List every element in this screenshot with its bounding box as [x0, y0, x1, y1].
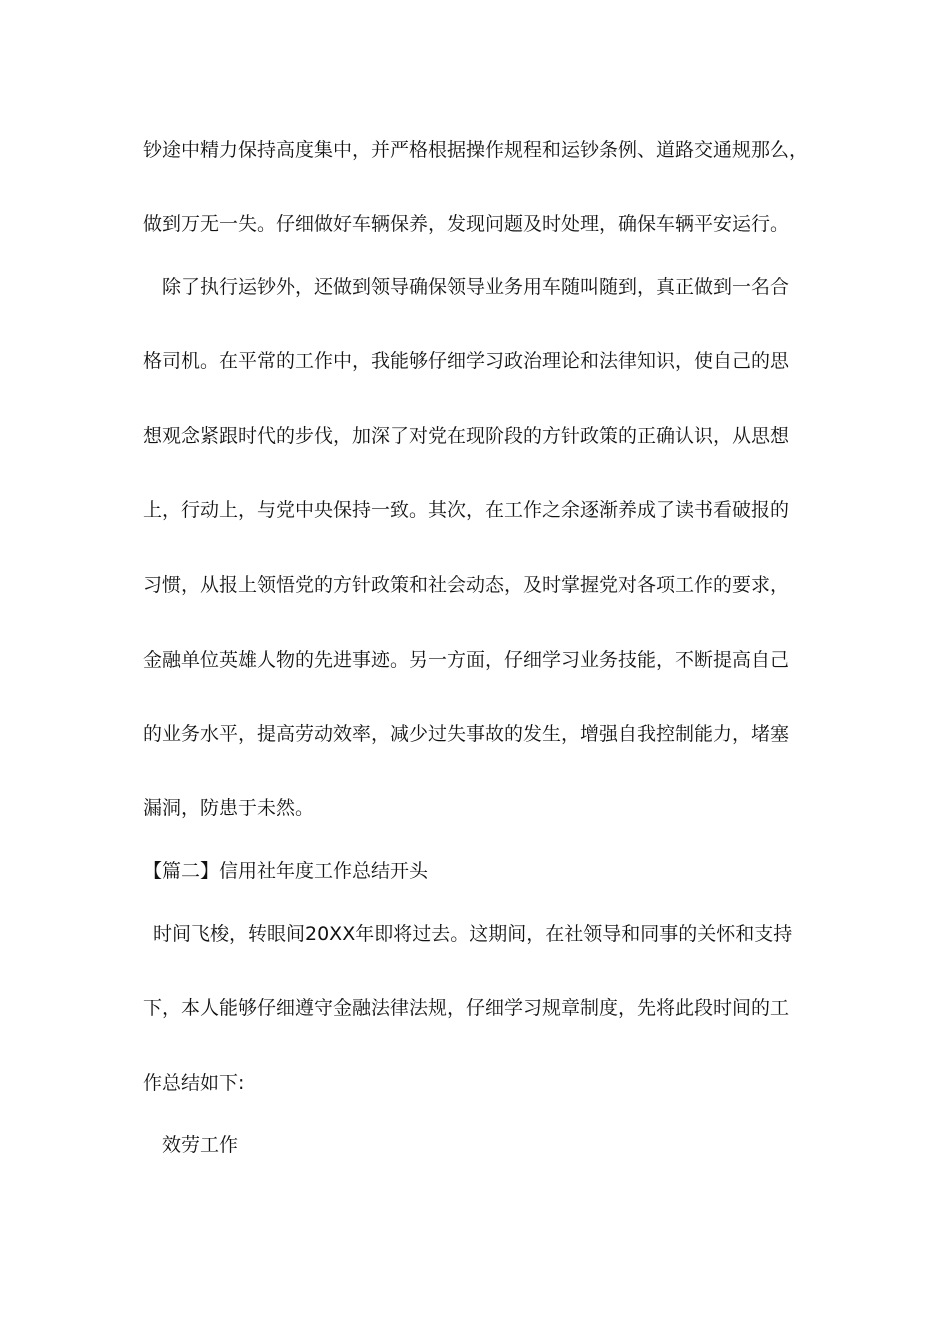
body-text-line: 的业务水平，提高劳动效率，减少过失事故的发生，增强自我控制能力，堵塞: [143, 723, 790, 745]
body-text-line: 格司机。在平常的工作中，我能够仔细学习政治理论和法律知识，使自己的思: [143, 350, 790, 372]
body-text-line: 想观念紧跟时代的步伐，加深了对党在现阶段的方针政策的正确认识，从思想: [143, 425, 790, 447]
body-text-line: 钞途中精力保持高度集中，并严格根据操作规程和运钞条例、道路交通规那么，: [143, 139, 809, 161]
body-text-line: 漏洞，防患于未然。: [143, 797, 315, 819]
section-heading: 【篇二】信用社年度工作总结开头: [143, 860, 429, 882]
body-text-line: 下，本人能够仔细遵守金融法律法规，仔细学习规章制度，先将此段时间的工: [143, 997, 790, 1019]
subsection-heading: 效劳工作: [162, 1134, 239, 1156]
body-text-line: 上，行动上，与党中央保持一致。其次，在工作之余逐渐养成了读书看破报的: [143, 499, 790, 521]
body-text-line: 作总结如下:: [143, 1072, 245, 1094]
body-text-line: 习惯，从报上领悟党的方针政策和社会动态，及时掌握党对各项工作的要求，: [143, 574, 790, 596]
body-text-line: 做到万无一失。仔细做好车辆保养，发现问题及时处理，确保车辆平安运行。: [143, 213, 790, 235]
body-text-line: 除了执行运钞外，还做到领导确保领导业务用车随叫随到，真正做到一名合: [162, 276, 790, 298]
body-text-line: 金融单位英雄人物的先进事迹。另一方面，仔细学习业务技能，不断提高自己: [143, 649, 790, 671]
body-text-line: 时间飞梭，转眼间20XX年即将过去。这期间，在社领导和同事的关怀和支持: [153, 923, 793, 945]
